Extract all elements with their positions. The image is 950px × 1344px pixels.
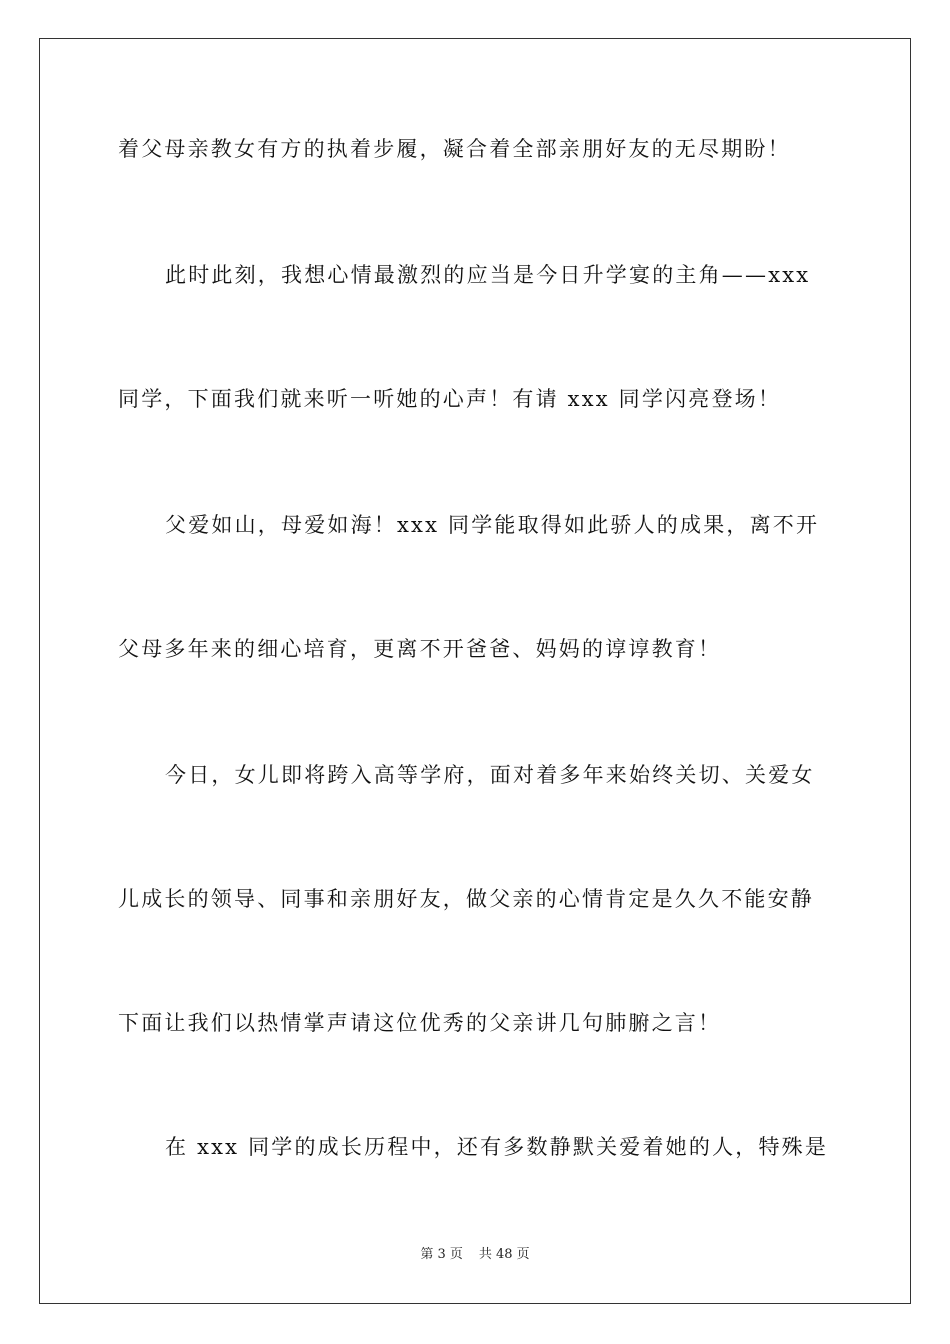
page-border: [39, 38, 911, 1304]
text-line: 同学，下面我们就来听一听她的心声！有请 xxx 同学闪亮登场！: [118, 387, 782, 411]
page-footer: [0, 1246, 950, 1264]
page-number: 第 3 页: [420, 1247, 463, 1262]
text-line: 在 xxx 同学的成长历程中，还有多数静默关爱着她的人，特殊是: [165, 1135, 829, 1159]
text-line: 此时此刻，我想心情最激烈的应当是今日升学宴的主角——xxx: [165, 263, 811, 287]
text-line: 今日，女儿即将跨入高等学府，面对着多年来始终关切、关爱女: [165, 763, 815, 787]
text-line: 着父母亲教女有方的执着步履，凝合着全部亲朋好友的无尽期盼！: [118, 137, 791, 161]
text-line: 下面让我们以热情掌声请这位优秀的父亲讲几句肺腑之言！: [118, 1011, 722, 1035]
text-line: 儿成长的领导、同事和亲朋好友，做父亲的心情肯定是久久不能安静: [118, 887, 814, 911]
text-line: 父母多年来的细心培育，更离不开爸爸、妈妈的谆谆教育！: [118, 637, 722, 661]
page-total: 共 48 页: [478, 1247, 530, 1262]
text-line: 父爱如山，母爱如海！xxx 同学能取得如此骄人的成果，离不开: [165, 513, 820, 537]
